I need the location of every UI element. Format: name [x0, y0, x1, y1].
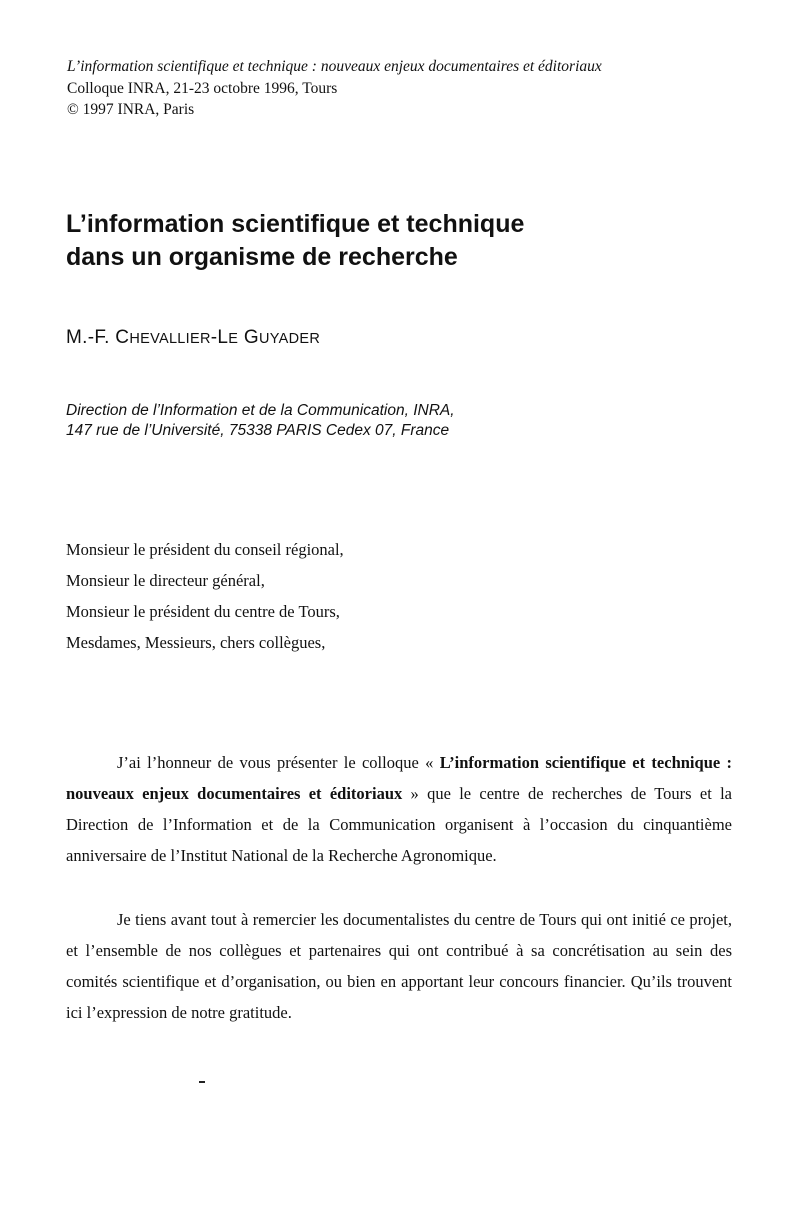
- author-initials: M.-F.: [66, 327, 116, 348]
- affiliation-line-1: Direction de l’Information et de la Communication, INRA,: [66, 402, 455, 419]
- article-title-line-2: dans un organisme de recherche: [66, 243, 458, 271]
- copyright-line: © 1997 INRA, Paris: [67, 101, 195, 118]
- stray-print-mark: [199, 1081, 205, 1083]
- article-title-line-1: L’information scientifique et technique: [66, 210, 525, 238]
- proceedings-header: [67, 56, 757, 121]
- salutation-line: Monsieur le directeur général,: [66, 571, 265, 590]
- conference-info: Colloque INRA, 21-23 octobre 1996, Tours: [67, 79, 338, 97]
- author-surname-small-2: E: [228, 331, 239, 347]
- salutation-line: Monsieur le président du centre de Tours,: [66, 602, 340, 621]
- salutation-line: Monsieur le président du conseil régional,: [66, 540, 344, 559]
- author-surname-small-1: HEVALLIER: [129, 331, 211, 347]
- salutation-line: Mesdames, Messieurs, chers collègues,: [66, 633, 326, 652]
- proceedings-title: L’information scientifique et technique : nouveaux enjeux documentaires et éditoriaux: [67, 58, 602, 75]
- colloquium-title-bold: L’information scientifique et technique : nouveaux enjeux documentaires et éditoriaux: [66, 753, 732, 803]
- body-paragraph-1: [66, 747, 732, 871]
- body-paragraph-2: Je tiens avant tout à remercier les documentalistes du centre de Tours qui ont initié ce projet, et l’ensemble de nos collègues et partenaires qui ont contribué à sa concrétisation au sein des comités scientifique et d’organisation, ou bien en apportant leur concours financier. Qu’ils trouvent ici l’expression de notre gratitude.: [66, 910, 732, 1022]
- salutation-block: [66, 534, 756, 658]
- affiliation-line-2: 147 rue de l’Université, 75338 PARIS Cedex 07, France: [66, 422, 450, 439]
- author-surname-cap-3: G: [243, 327, 259, 348]
- article-title: [66, 208, 756, 274]
- author-surname-hyphen: -: [210, 327, 218, 348]
- paragraph-1-text-end: » que le centre de recherches de Tours et la Direction de l’Information et de la Communication organisent à l’occasion du cinquantième anniversaire de l’Institut National de la Recherche Agronomique.: [66, 784, 732, 865]
- author-affiliation: [66, 401, 756, 441]
- author-name: [66, 327, 320, 349]
- author-surname-cap-2: L: [217, 327, 229, 348]
- paragraph-1-text-start: J’ai l’honneur de vous présenter le colloque «: [117, 753, 440, 772]
- author-surname-small-3: UYADER: [258, 331, 321, 347]
- author-surname-cap-1: C: [115, 327, 130, 348]
